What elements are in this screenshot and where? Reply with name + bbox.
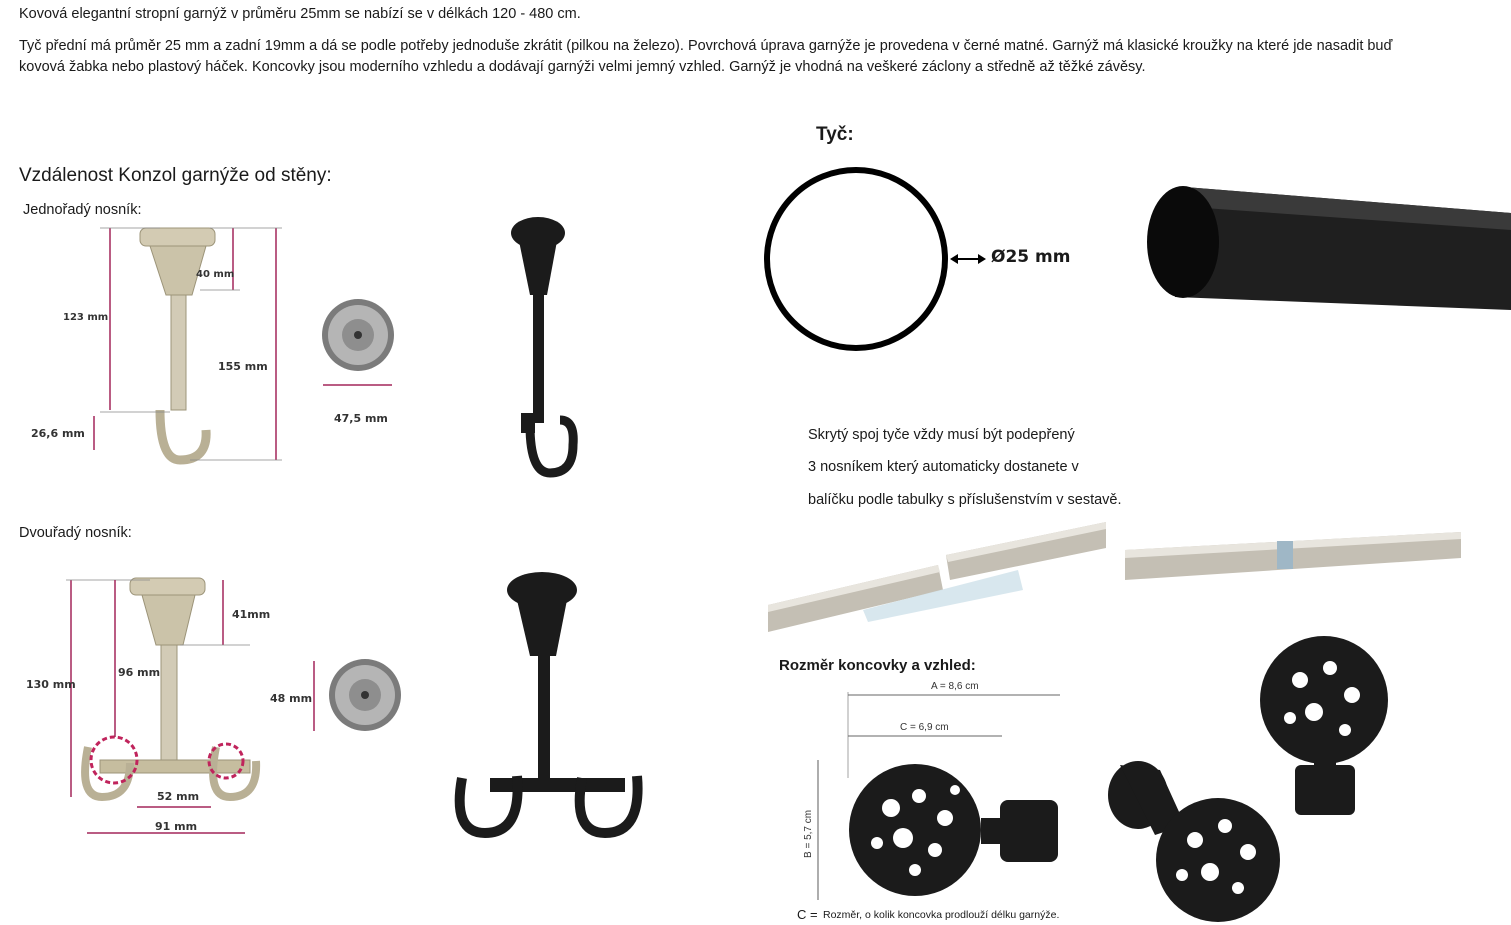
single-base-topview (320, 295, 410, 430)
dim-finial-a: A = 8,6 cm (931, 681, 979, 692)
double-bracket-black (452, 568, 652, 838)
dim-single-total: 155 mm (218, 360, 268, 373)
rod-heading: Tyč: (816, 124, 854, 145)
dim-single-top: 40 mm (196, 269, 235, 280)
finial-footnote: Rozměr, o kolik koncovka prodlouží délku garnýže. (823, 909, 1060, 921)
double-base-topview (268, 655, 408, 745)
rod-joint-closed-photo (1125, 528, 1465, 588)
intro-paragraph: Tyč přední má průměr 25 mm a zadní 19mm a dá se podle potřeby jednoduše zkrátit (pilkou na železo). Povrchová úprava garnýže je provedena v černé matné. Garnýž má klasické kroužky na které jde nasadit buď kovová žabka nebo plastový háček. Koncovky jsou moderního vzhledu a dodávají garnýži velmi jemný vzhled. Garnýž je vhodná na veškeré záclony a středně až těžké závěsy. (19, 38, 1393, 75)
dim-finial-c: C = 6,9 cm (900, 722, 949, 733)
dim-double-total: 130 mm (26, 678, 76, 691)
dim-double-inner: 52 mm (157, 790, 200, 803)
rod-joint-open-photo (768, 520, 1108, 635)
single-bracket-black (505, 215, 585, 485)
dim-double-outer: 91 mm (155, 820, 198, 833)
single-bracket-label: Jednořadý nosník: (23, 202, 142, 218)
dim-single-middle: 123 mm (63, 312, 109, 323)
rod-black-photo (1145, 185, 1511, 315)
rod-note-line-2: 3 nosníkem který automaticky dostanete v (808, 459, 1079, 475)
finial-photo (1100, 620, 1400, 920)
rod-diameter-label: Ø25 mm (991, 247, 1071, 267)
dim-single-bottom: 26,6 mm (31, 427, 85, 440)
dim-double-base: 48 mm (270, 692, 313, 705)
dim-finial-b: B = 5,7 cm (803, 809, 814, 858)
double-bracket-dimension-drawing (20, 575, 290, 845)
intro-line: Kovová elegantní stropní garnýž v průměru 25mm se nabízí se v délkách 120 - 480 cm. (19, 6, 581, 22)
dim-double-top: 41mm (232, 608, 271, 621)
double-bracket-label: Dvouřadý nosník: (19, 525, 132, 541)
rod-note-line-3: balíčku podle tabulky s příslušenstvím v sestavě. (808, 492, 1122, 508)
finial-heading: Rozměr koncovky a vzhled: (779, 657, 976, 674)
single-bracket-dimension-drawing (20, 220, 290, 470)
dim-double-middle: 96 mm (118, 666, 161, 679)
finial-dimension-drawing (795, 678, 1085, 908)
brackets-heading: Vzdálenost Konzol garnýže od stěny: (19, 165, 332, 186)
finial-footnote-key: C = (797, 907, 818, 922)
dim-single-base: 47,5 mm (334, 412, 388, 425)
rod-note-line-1: Skrytý spoj tyče vždy musí být podepřený (808, 427, 1075, 443)
